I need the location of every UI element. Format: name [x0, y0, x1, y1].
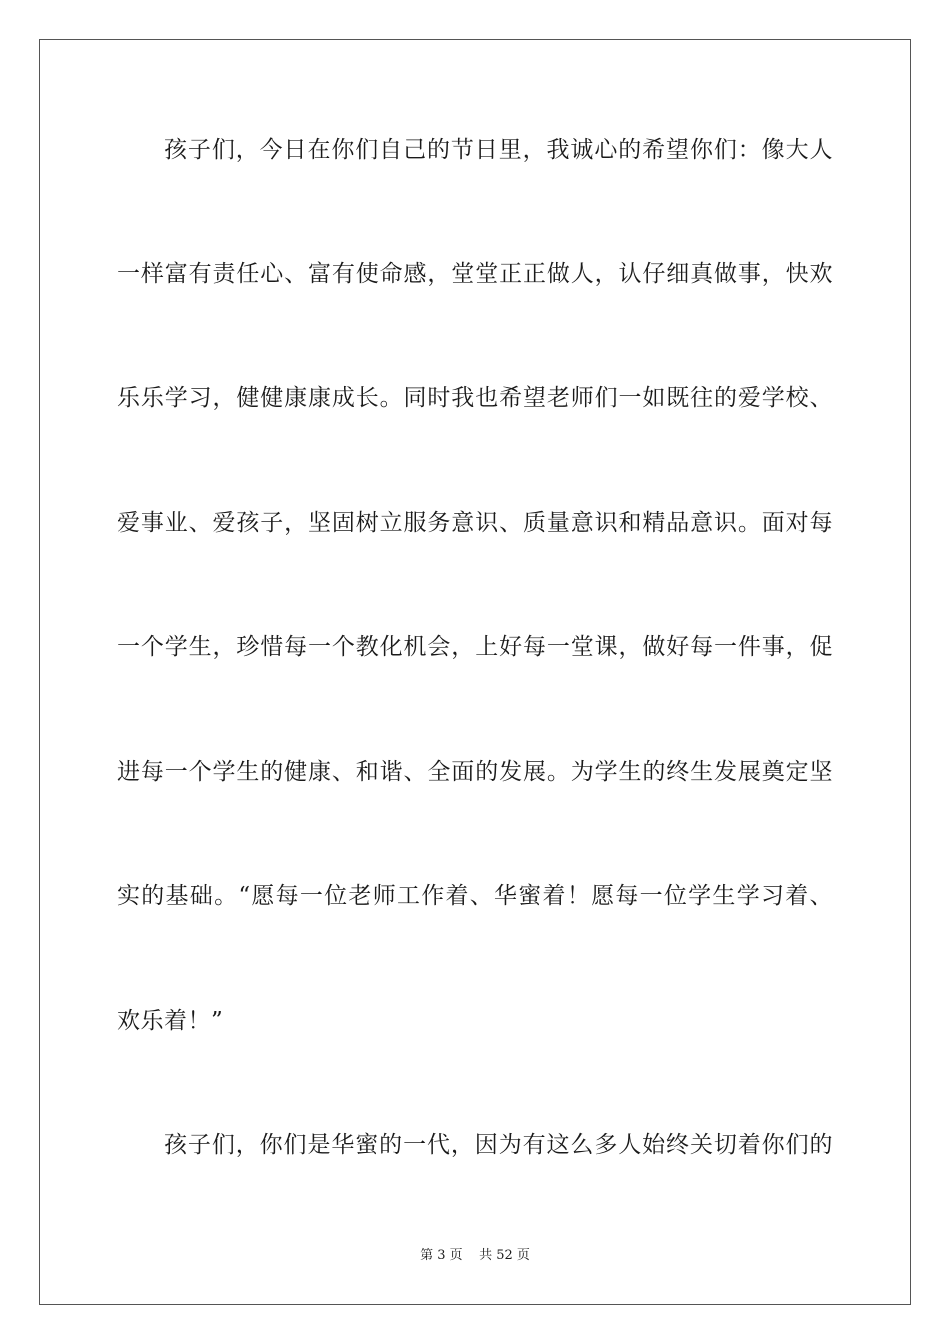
paragraph-1-line-2: 一样富有责任心、富有使命感，堂堂正正做人，认仔细真做事，快欢 [117, 261, 833, 287]
paragraph-1-line-5: 一个学生，珍惜每一个教化机会，上好每一堂课，做好每一件事，促 [117, 634, 833, 660]
paragraph-1-line-7: 实的基础。“愿每一位老师工作着、华蜜着！愿每一位学生学习着、 [117, 883, 833, 909]
paragraph-1-line-4: 爱事业、爱孩子，坚固树立服务意识、质量意识和精品意识。面对每 [117, 510, 833, 536]
paragraph-2-line-1: 孩子们，你们是华蜜的一代，因为有这么多人始终关切着你们的 [164, 1132, 833, 1158]
page-border [39, 39, 911, 1305]
paragraph-1-line-1: 孩子们，今日在你们自己的节日里，我诚心的希望你们：像大人 [164, 137, 833, 163]
page-number-footer: 第 3 页 共 52 页 [420, 1248, 530, 1263]
paragraph-1-line-6: 进每一个学生的健康、和谐、全面的发展。为学生的终生发展奠定坚 [117, 759, 833, 785]
paragraph-1-line-8: 欢乐着！” [117, 1008, 224, 1034]
paragraph-1-line-3: 乐乐学习，健健康康成长。同时我也希望老师们一如既往的爱学校、 [117, 385, 833, 411]
